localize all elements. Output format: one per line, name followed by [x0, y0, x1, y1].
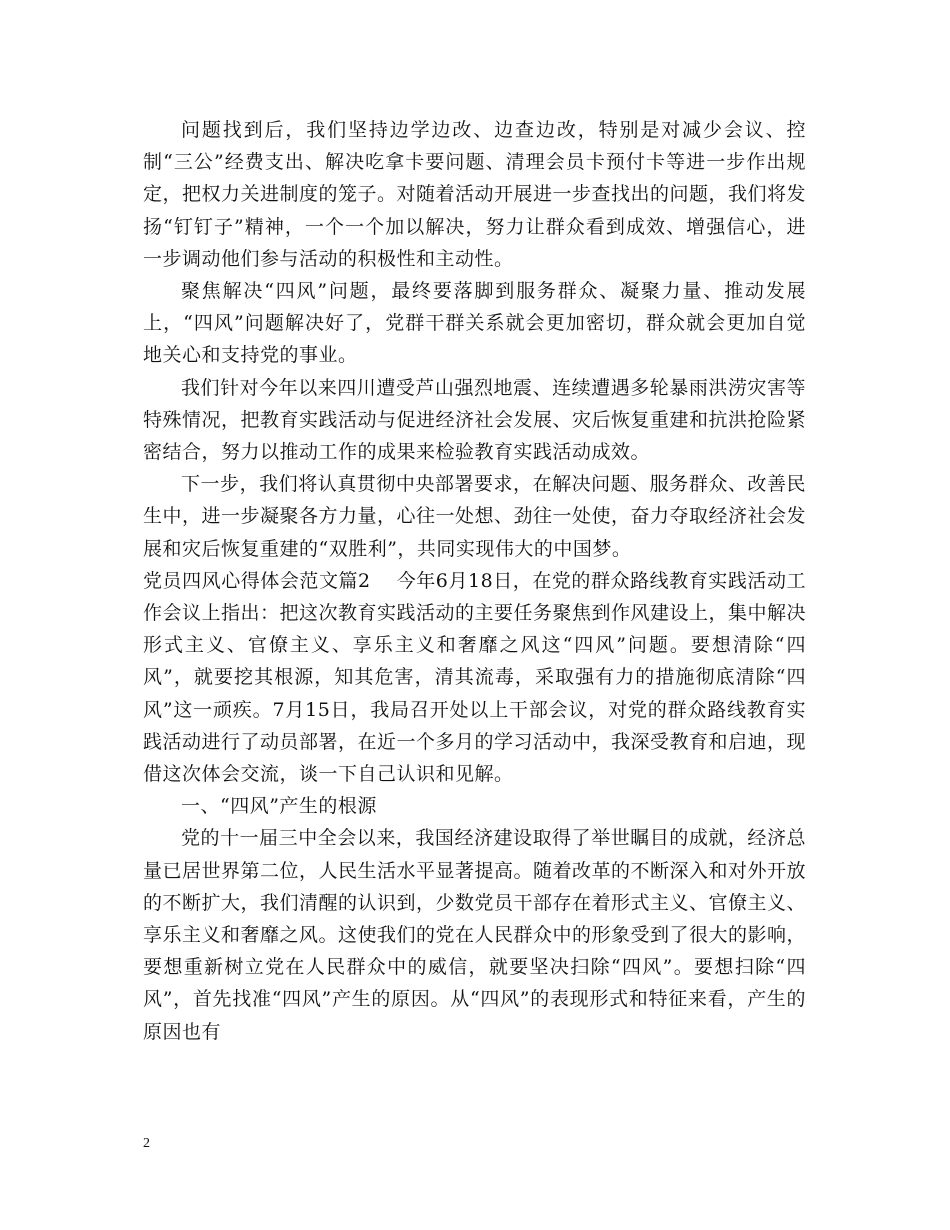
paragraph-sichuan-disasters: 我们针对今年以来四川遭受芦山强烈地震、连续遭遇多轮暴雨洪涝灾害等特殊情况，把教育实践活动与促进经济社会发展、灾后恢复重建和抗洪抢险紧密结合，努力以推动工作的成果来检验教育实践活动成效。: [143, 376, 807, 464]
document-page: [143, 114, 806, 1048]
paragraph-problem-solving: 问题找到后，我们坚持边学边改、边查边改，特别是对减少会议、控制“三公”经费支出、解决吃拿卡要问题、清理会员卡预付卡等进一步作出规定，把权力关进制度的笼子。对随着活动开展进一步查找出的问题，我们将发扬“钉钉子”精神，一个一个加以解决，努力让群众看到成效、增强信心，进一步调动他们参与活动的积极性和主动性。: [143, 119, 807, 270]
section-heading: 党员四风心得体会范文篇2: [143, 569, 371, 592]
section-first-paragraph: 今年6月18日，在党的群众路线教育实践活动工作会议上指出：把这次教育实践活动的主要任务聚焦到作风建设上，集中解决形式主义、官僚主义、享乐主义和奢靡之风这“四风”问题。要想清除“四风”，就要挖其根源，知其危害，清其流毒，采取强有力的措施彻底清除“四风”这一顽疾。7月15日，我局召开处以上干部会议，对党的群众路线教育实践活动进行了动员部署，在近一个多月的学习活动中，我深受教育和启迪，现借这次体会交流，谈一下自己认识和见解。: [143, 569, 807, 786]
paragraph-next-steps: 下一步，我们将认真贯彻中央部署要求，在解决问题、服务群众、改善民生中，进一步凝聚各方力量，心往一处想、劲往一处使，奋力夺取经济社会发展和灾后恢复重建的“双胜利”，共同实现伟大的中国梦。: [143, 473, 807, 560]
section-2-paragraph: [143, 565, 806, 790]
paragraph-economic-history: 党的十一届三中全会以来，我国经济建设取得了举世瞩目的成就，经济总量已居世界第二位，人民生活水平显著提高。随着改革的不断深入和对外开放的不断扩大，我们清醒的认识到，少数党员干部存在着形式主义、官僚主义、享乐主义和奢靡之风。这使我们的党在人民群众中的形象受到了很大的影响，要想重新树立党在人民群众中的威信，就要坚决扫除“四风”。要想扫除“四风”，首先找准“四风”产生的原因。从“四风”的表现形式和特征来看，产生的原因也有: [143, 827, 807, 1043]
page-number: 2: [143, 1136, 150, 1151]
paragraph-four-winds-focus: 聚焦解决“四风”问题，最终要落脚到服务群众、凝聚力量、推动发展上，“四风”问题解决好了，党群干群关系就会更加密切，群众就会更加自觉地关心和支持党的事业。: [143, 280, 806, 367]
subheading-roots: 一、“四风”产生的根源: [181, 795, 377, 818]
